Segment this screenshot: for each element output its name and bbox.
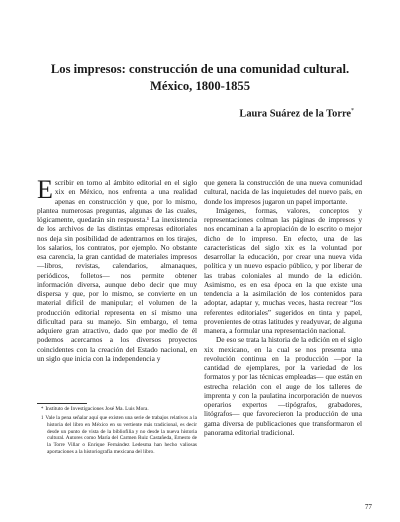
body-paragraph: que genera la construcción de una nueva comunidad cultural, nacida de las inquietudes del nuevo país, en donde los impresos jugaron un papel importante. [204,178,362,206]
article-author [239,108,354,119]
body-paragraph: Escribir en torno al ámbito editorial en el siglo xix en México, nos enfrenta a una realidad apenas en construcción y que, por lo mismo, plantea numerosas preguntas, algunas de las cuales, lógicamente, quedarán sin respuesta.¹ La inexistencia de los archivos de las distintas empresas editoriales nos deja sin posibilidad de adentrarnos en los tirajes, los salarios, los contratos, por ejemplo. No obstante esa carencia, la gran cantidad de materiales impresos —libros, revistas, calendarios, almanaques, periódicos, folletos— nos permite obtener información diversa, aunque debo decir que muy dispersa y que, por lo mismo, se convierte en un material difícil de manipular; el volumen de la producción editorial representa en sí mismo una dificultad para su manejo. Sin embargo, el tema adquiere gran atractivo, dado que por medio de él podemos acercarnos a los diversos proyectos coincidentes con la creación del Estado nacional, en un siglo que inicia con la independencia y [37,175,197,363]
page-number: 77 [364,503,372,511]
footnote [37,415,197,456]
footnote-divider [37,403,87,404]
body-column-right [204,178,362,437]
author-name: Laura Suárez de la Torre [239,108,351,120]
article-title [20,61,380,95]
body-paragraph: Imágenes, formas, valores, conceptos y representaciones colman las páginas de impresos y nos encaminan a la apropiación de lo escrito o mejor dicho de lo impreso. En efecto, una de las características del siglo xix es la voluntad por desarrollar la educación, por crear una nueva vida política y un nuevo espacio público, y por liberar de las trabas coloniales al mundo de la edición. Asimismo, es en esa época en la que existe una tendencia a la asimilación de los contenidos para adoptar, adaptar y, muchas veces, hasta recrear “los referentes editoriales” sugeridos en tinta y papel, provenientes de otras latitudes y readyuvar, de alguna manera, a formular una representación nacional. [204,205,362,335]
body-paragraph: De eso se trata la historia de la edición en el siglo xix mexicano, en la cual se nos presenta una revolución continua en la producción —por la cantidad de ejemplares, por la variedad de los formatos y por las técnicas empleadas— que están en estrecha relación con el auge de los talleres de imprenta y con la paulatina incorporación de nuevos operarios expertos —tipógrafos, grabadores, litógrafos— que favorecieron la producción de una gama diversa de publicaciones que transformaron el panorama editorial tradicional. [204,335,362,437]
body-column-left [37,175,197,363]
footnote [37,406,197,414]
footnotes [37,406,197,456]
article-title-line-1: Los impresos: construcción de una comunidad cultural. [50,62,350,76]
article-title-line-2: México, 1800-1855 [149,79,251,93]
author-footnote-mark: * [351,108,354,114]
footnote-mark: * [41,407,44,412]
footnote-text: Instituto de Investigaciones José Ma. Luis Mora. [45,406,149,412]
footnote-mark: 1 [41,415,44,421]
footnote-text: Vale la pena señalar aquí que existen una serie de trabajos relativos a la historia del libro en México en su vertiente más tradicional, es decir desde un punto de vista de la bibliofilia y no desde la nueva historia cultural. Autores como María del Carmen Ruiz Castañeda, Ernesto de la Torre Villar o Enrique Fernández Ledesma han hecho valiosas aportaciones a la historiografía mexicana del libro. [45,414,197,455]
